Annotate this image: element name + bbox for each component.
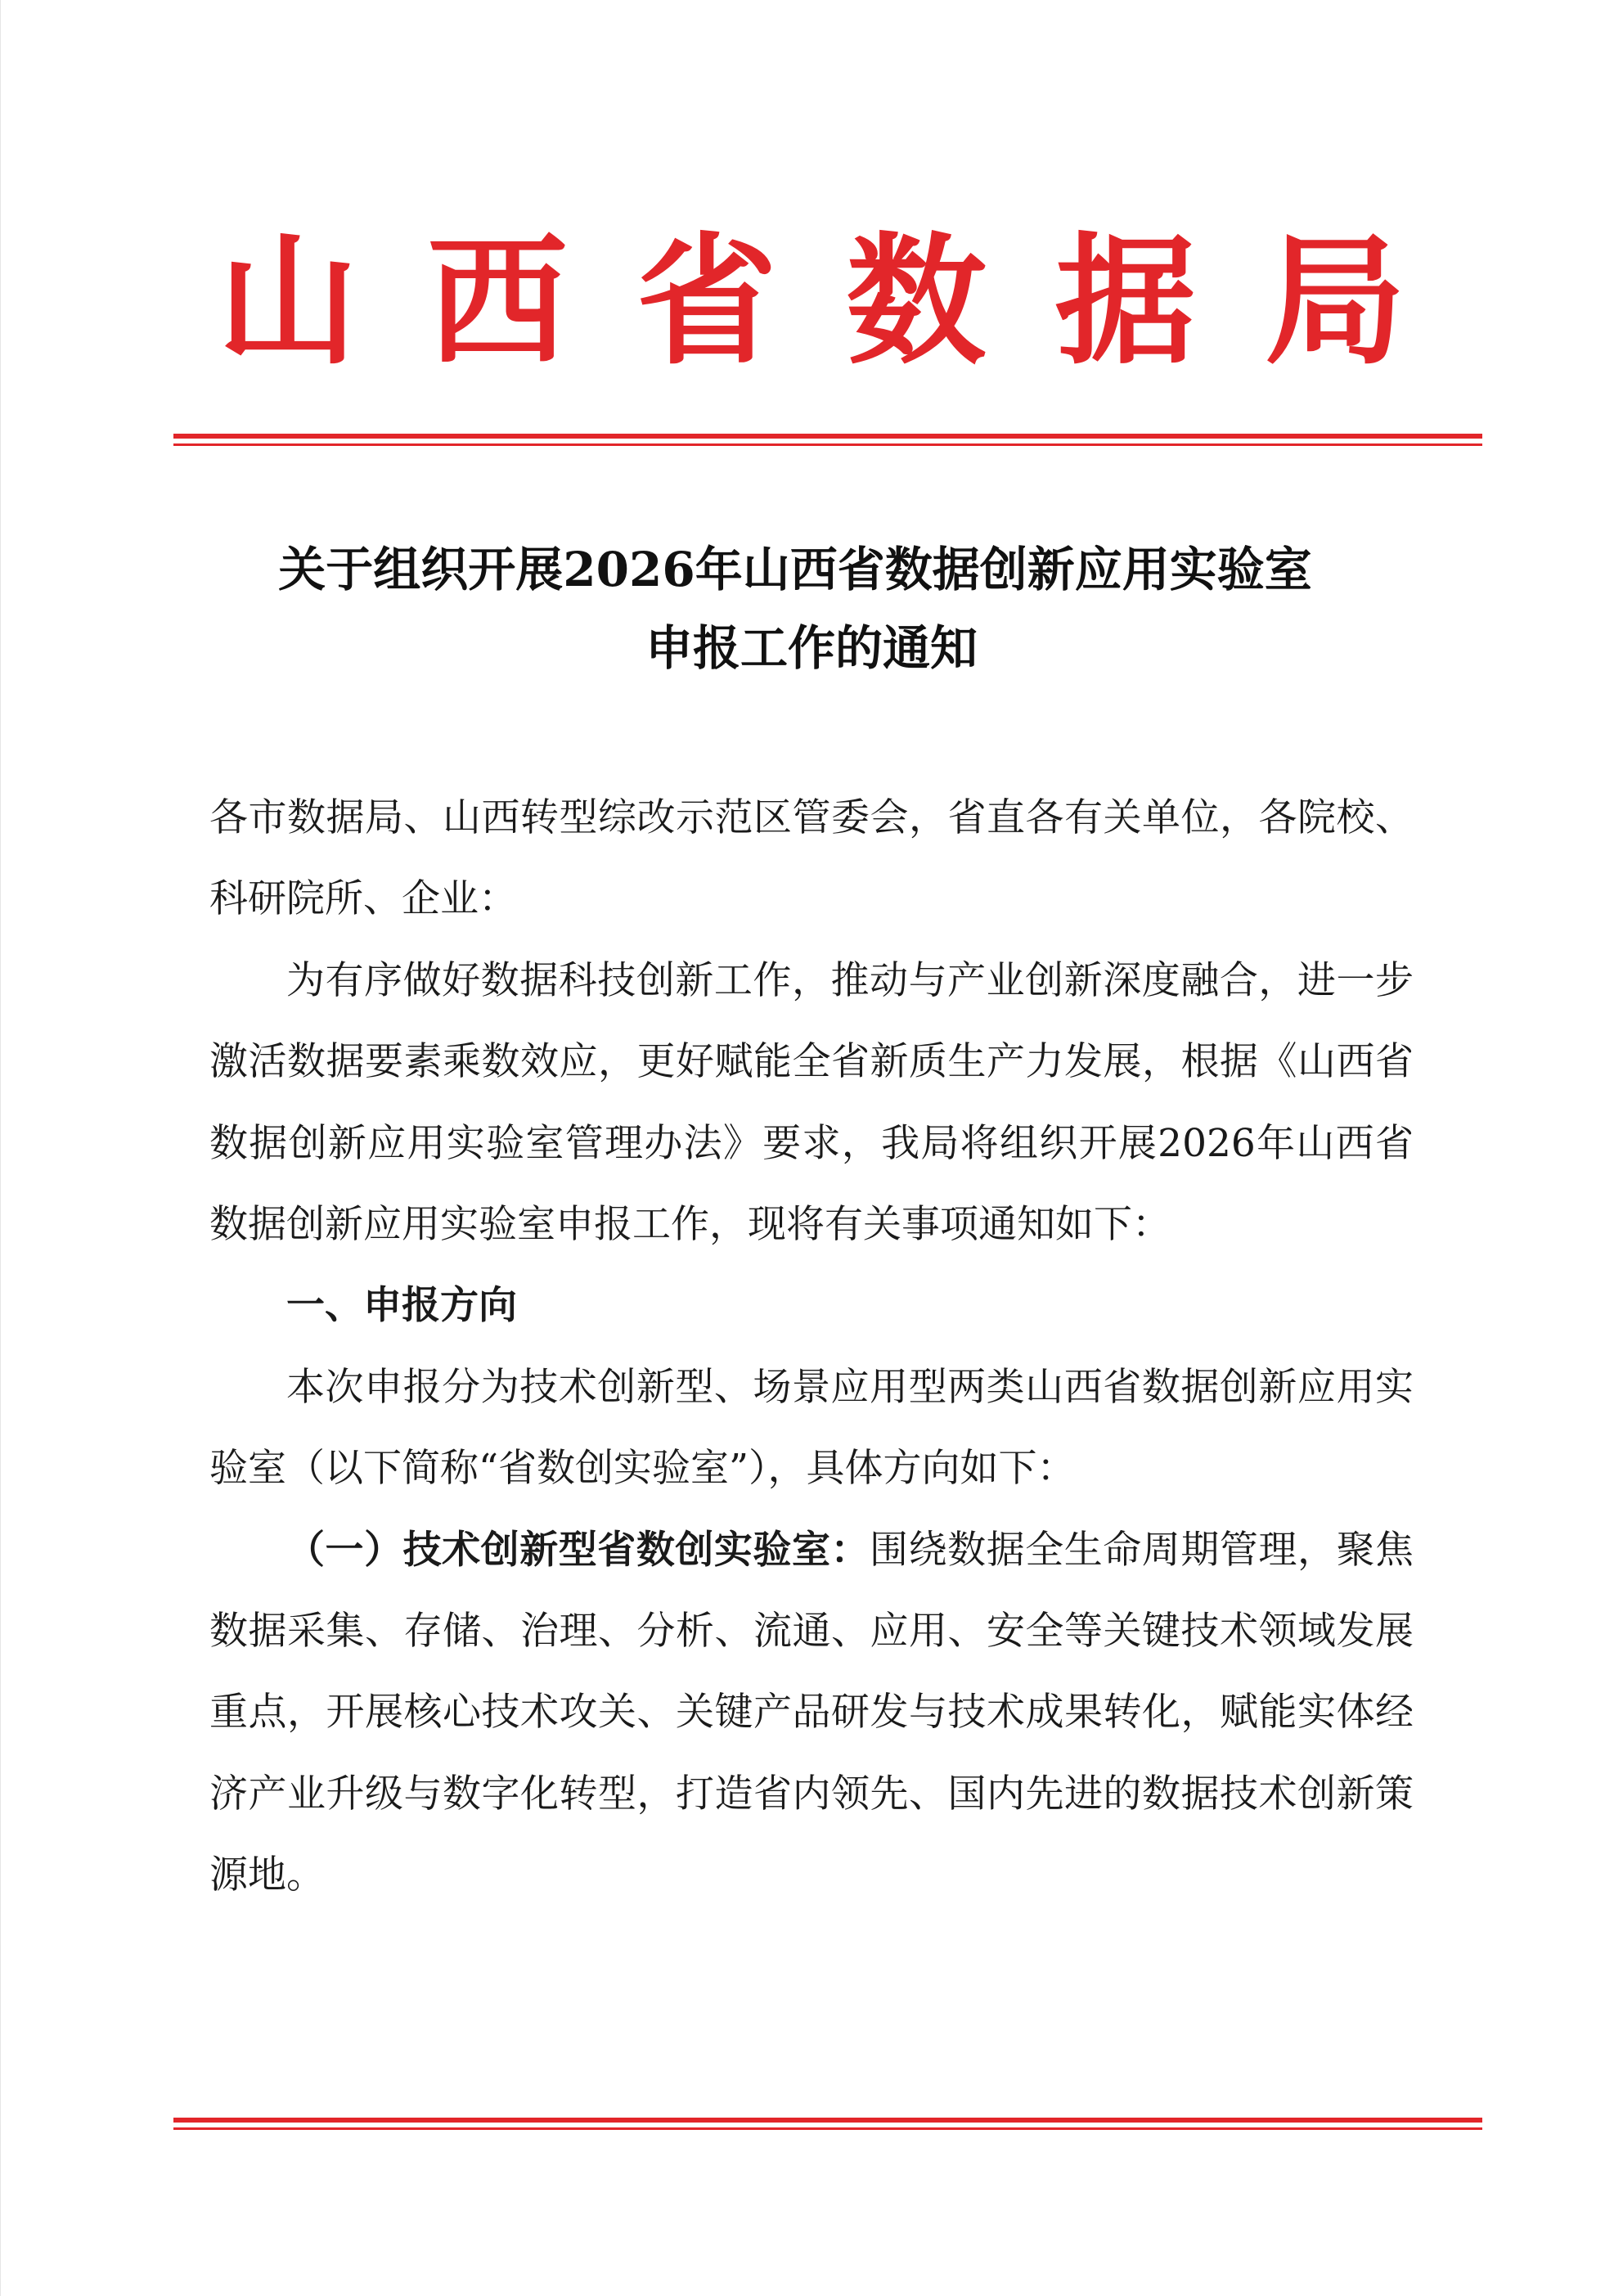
section1-heading: 一、申报方向 [286,1283,517,1329]
document-title-line2: 申报工作的通知 [645,620,978,676]
item1-paragraph [209,1510,1414,1916]
item1-text: 围绕数据全生命周期管理，聚焦数据采集、存储、治理、分析、流通、应用、安全等关键技术领域发展重点，开展核心技术攻关、关键产品研发与技术成果转化，赋能实体经济产业升级与数字化转型，打造省内领先、国内先进的数据技术创新策源地。 [209,1527,1414,1898]
document-title [0,530,1623,687]
footer-red-rule [173,2118,1482,2130]
header-rule-thick [173,434,1482,439]
agency-letterhead: 山西省数据局 [218,218,1474,384]
footer-rule-thin [173,2127,1482,2130]
header-red-rule [173,434,1482,446]
document-body [209,777,1414,1916]
header-rule-thin [173,443,1482,446]
section1-paragraph: 本次申报分为技术创新型、场景应用型两类山西省数据创新应用实验室（以下简称“省数创实验室”），具体方向如下： [209,1364,1414,1492]
intro-paragraph: 为有序做好数据科技创新工作，推动与产业创新深度融合，进一步激活数据要素乘数效应，更好赋能全省新质生产力发展，根据《山西省数据创新应用实验室管理办法》要求，我局将组织开展2026年山西省数据创新应用实验室申报工作，现将有关事项通知如下： [209,957,1414,1248]
footer-rule-thick [173,2118,1482,2123]
item1-lead: （一）技术创新型省数创实验室： [286,1527,870,1573]
document-title-line1: 关于组织开展2026年山西省数据创新应用实验室 [278,542,1312,597]
salutation: 各市数据局、山西转型综改示范区管委会，省直各有关单位，各院校、科研院所、企业： [209,795,1414,922]
